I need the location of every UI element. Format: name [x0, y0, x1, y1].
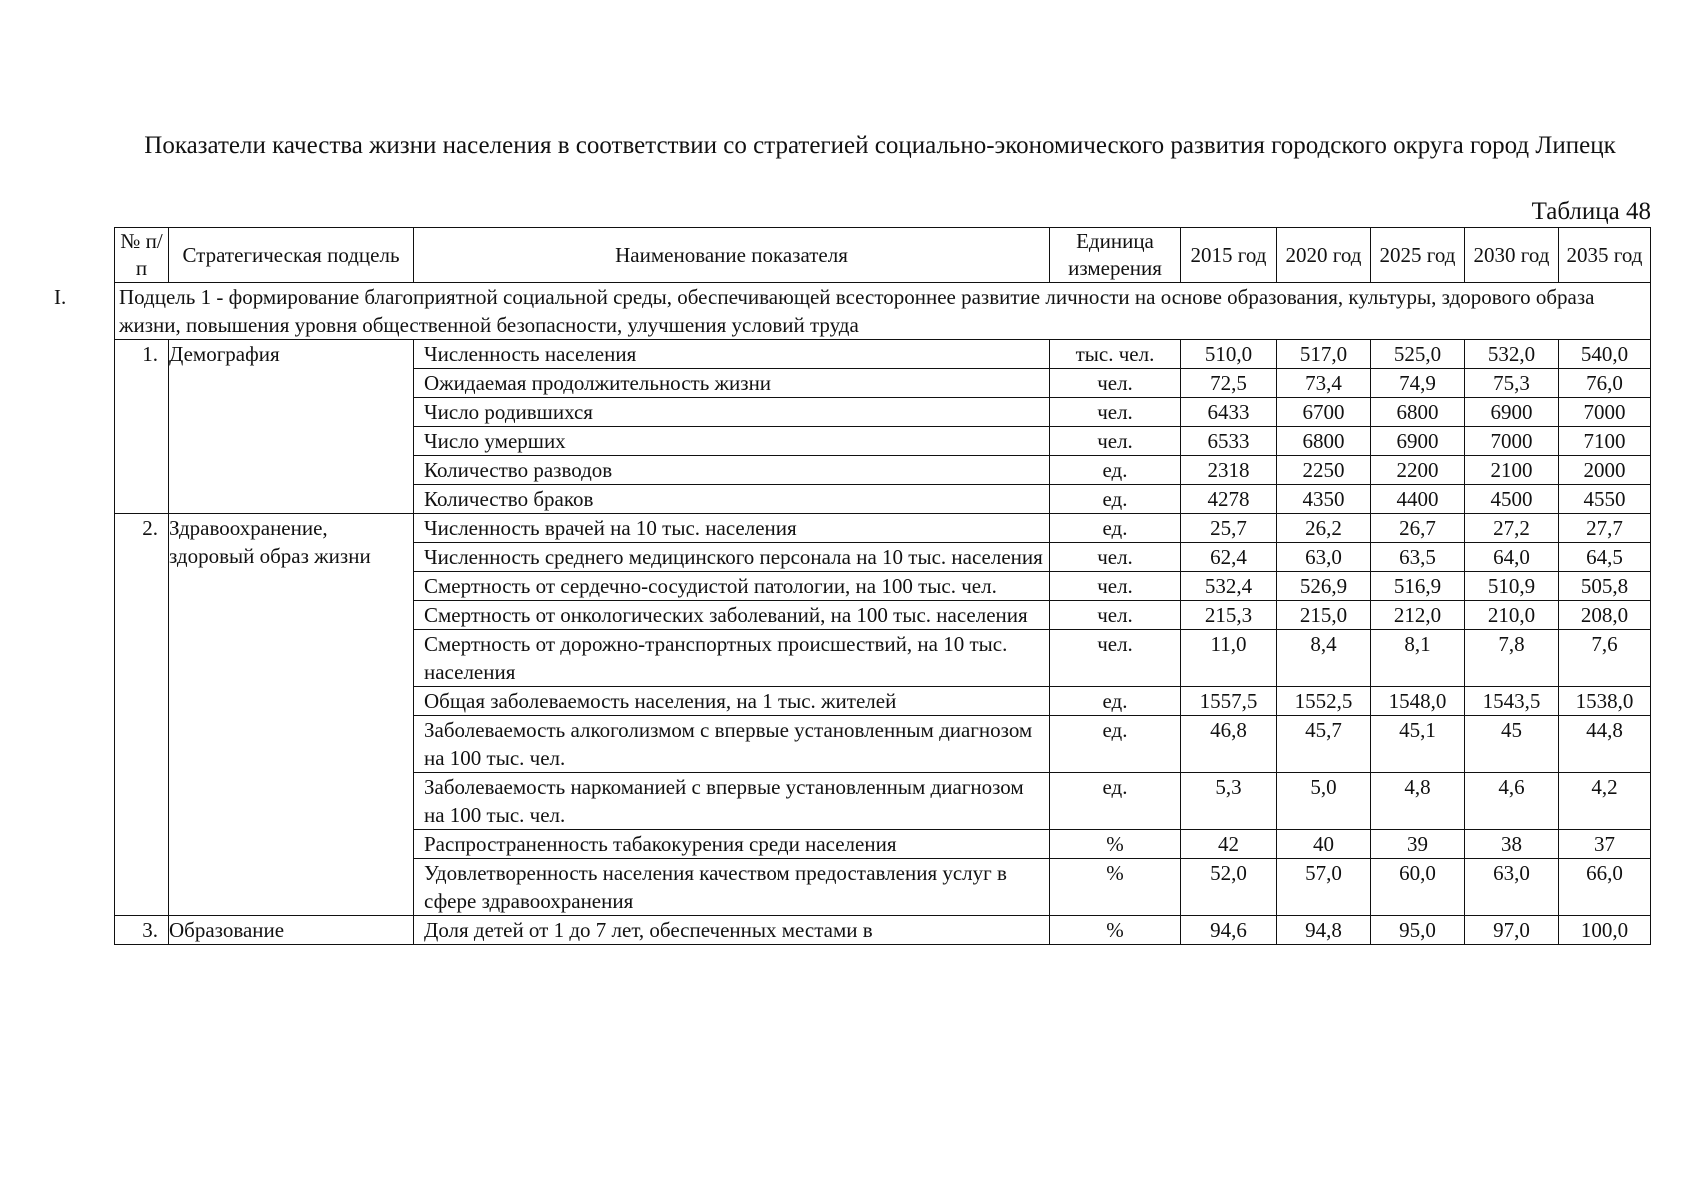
- indicator-name: Заболеваемость алкоголизмом с впервые установленным диагнозом на 100 тыс. чел.: [414, 716, 1050, 773]
- header-2035: 2035 год: [1559, 228, 1651, 283]
- value-2035: 4,2: [1559, 773, 1651, 830]
- group-title: Образование: [169, 916, 414, 945]
- value-2035: 1538,0: [1559, 687, 1651, 716]
- value-2020: 8,4: [1277, 630, 1371, 687]
- value-2030: 532,0: [1465, 340, 1559, 369]
- value-2015: 72,5: [1181, 369, 1277, 398]
- value-2015: 510,0: [1181, 340, 1277, 369]
- indicator-name: Число родившихся: [414, 398, 1050, 427]
- value-2035: 2000: [1559, 456, 1651, 485]
- group-title: Демография: [169, 340, 414, 514]
- value-2020: 6800: [1277, 427, 1371, 456]
- indicators-table: [54, 227, 1651, 945]
- value-2015: 6533: [1181, 427, 1277, 456]
- indicator-name: Количество разводов: [414, 456, 1050, 485]
- value-2030: 64,0: [1465, 543, 1559, 572]
- value-2035: 76,0: [1559, 369, 1651, 398]
- group-number: 1.: [115, 340, 169, 514]
- value-2020: 215,0: [1277, 601, 1371, 630]
- document-title: Показатели качества жизни населения в соответствии со стратегией социально-экономического развития городского округа город Липецк: [144, 132, 1616, 159]
- value-2025: 4,8: [1371, 773, 1465, 830]
- value-2020: 94,8: [1277, 916, 1371, 945]
- value-2035: 505,8: [1559, 572, 1651, 601]
- value-2015: 11,0: [1181, 630, 1277, 687]
- indicator-unit: ед.: [1050, 514, 1181, 543]
- value-2035: 66,0: [1559, 859, 1651, 916]
- header-2015: 2015 год: [1181, 228, 1277, 283]
- group-number: 3.: [115, 916, 169, 945]
- indicator-name: Удовлетворенность населения качеством предоставления услуг в сфере здравоохранения: [414, 859, 1050, 916]
- indicator-name: Численность среднего медицинского персонала на 10 тыс. населения: [414, 543, 1050, 572]
- subgoal-text: Подцель 1 - формирование благоприятной социальной среды, обеспечивающей всестороннее развитие личности на основе образования, культуры, здорового образа жизни, повышения уровня общественной безопасности, улучшения условий труда: [119, 285, 1595, 337]
- value-2020: 73,4: [1277, 369, 1371, 398]
- value-2025: 212,0: [1371, 601, 1465, 630]
- value-2030: 7000: [1465, 427, 1559, 456]
- indicator-unit: чел.: [1050, 398, 1181, 427]
- indicator-name: Количество браков: [414, 485, 1050, 514]
- indicator-unit: ед.: [1050, 687, 1181, 716]
- value-2015: 94,6: [1181, 916, 1277, 945]
- value-2020: 57,0: [1277, 859, 1371, 916]
- value-2025: 525,0: [1371, 340, 1465, 369]
- indicator-unit: %: [1050, 916, 1181, 945]
- table-row: [115, 916, 1651, 945]
- value-2035: 540,0: [1559, 340, 1651, 369]
- header-num: № п/п: [115, 228, 169, 283]
- value-2025: 26,7: [1371, 514, 1465, 543]
- value-2015: 25,7: [1181, 514, 1277, 543]
- value-2030: 6900: [1465, 398, 1559, 427]
- group-number: 2.: [115, 514, 169, 916]
- indicator-unit: чел.: [1050, 572, 1181, 601]
- indicator-name: Смертность от сердечно-сосудистой патологии, на 100 тыс. чел.: [414, 572, 1050, 601]
- value-2025: 60,0: [1371, 859, 1465, 916]
- indicator-unit: ед.: [1050, 773, 1181, 830]
- group-title: Здравоохранение, здоровый образ жизни: [169, 514, 414, 916]
- indicator-name: Заболеваемость наркоманией с впервые установленным диагнозом на 100 тыс. чел.: [414, 773, 1050, 830]
- value-2020: 63,0: [1277, 543, 1371, 572]
- value-2025: 95,0: [1371, 916, 1465, 945]
- subgoal-row: [115, 283, 1651, 340]
- indicator-name: Число умерших: [414, 427, 1050, 456]
- value-2025: 2200: [1371, 456, 1465, 485]
- table-row: [115, 340, 1651, 369]
- indicator-name: Смертность от дорожно-транспортных происшествий, на 10 тыс. населения: [414, 630, 1050, 687]
- value-2030: 97,0: [1465, 916, 1559, 945]
- value-2025: 63,5: [1371, 543, 1465, 572]
- value-2025: 6900: [1371, 427, 1465, 456]
- value-2030: 45: [1465, 716, 1559, 773]
- value-2020: 40: [1277, 830, 1371, 859]
- value-2030: 7,8: [1465, 630, 1559, 687]
- value-2020: 6700: [1277, 398, 1371, 427]
- value-2035: 37: [1559, 830, 1651, 859]
- indicator-unit: %: [1050, 859, 1181, 916]
- indicator-unit: %: [1050, 830, 1181, 859]
- header-name: Наименование показателя: [414, 228, 1050, 283]
- value-2015: 62,4: [1181, 543, 1277, 572]
- value-2015: 1557,5: [1181, 687, 1277, 716]
- value-2020: 2250: [1277, 456, 1371, 485]
- indicator-unit: чел.: [1050, 601, 1181, 630]
- header-2030: 2030 год: [1465, 228, 1559, 283]
- value-2015: 6433: [1181, 398, 1277, 427]
- value-2020: 4350: [1277, 485, 1371, 514]
- header-subgoal: Стратегическая подцель: [169, 228, 414, 283]
- value-2015: 5,3: [1181, 773, 1277, 830]
- value-2035: 4550: [1559, 485, 1651, 514]
- value-2020: 1552,5: [1277, 687, 1371, 716]
- value-2015: 42: [1181, 830, 1277, 859]
- value-2030: 27,2: [1465, 514, 1559, 543]
- header-2025: 2025 год: [1371, 228, 1465, 283]
- value-2035: 27,7: [1559, 514, 1651, 543]
- header-2020: 2020 год: [1277, 228, 1371, 283]
- value-2025: 74,9: [1371, 369, 1465, 398]
- indicator-name: Распространенность табакокурения среди населения: [414, 830, 1050, 859]
- value-2030: 2100: [1465, 456, 1559, 485]
- indicator-unit: ед.: [1050, 456, 1181, 485]
- value-2015: 4278: [1181, 485, 1277, 514]
- value-2020: 26,2: [1277, 514, 1371, 543]
- value-2020: 517,0: [1277, 340, 1371, 369]
- value-2025: 39: [1371, 830, 1465, 859]
- subgoal-roman: I.: [54, 285, 67, 309]
- value-2035: 208,0: [1559, 601, 1651, 630]
- value-2025: 6800: [1371, 398, 1465, 427]
- indicator-name: Численность населения: [414, 340, 1050, 369]
- table-number: Таблица 48: [1531, 198, 1651, 225]
- indicator-unit: чел.: [1050, 630, 1181, 687]
- indicator-name: Ожидаемая продолжительность жизни: [414, 369, 1050, 398]
- indicator-unit: ед.: [1050, 485, 1181, 514]
- subgoal-cell: [54, 283, 1651, 340]
- indicator-unit: чел.: [1050, 369, 1181, 398]
- value-2030: 75,3: [1465, 369, 1559, 398]
- value-2030: 4,6: [1465, 773, 1559, 830]
- value-2025: 1548,0: [1371, 687, 1465, 716]
- value-2025: 8,1: [1371, 630, 1465, 687]
- indicator-unit: тыс. чел.: [1050, 340, 1181, 369]
- value-2035: 44,8: [1559, 716, 1651, 773]
- indicator-unit: чел.: [1050, 427, 1181, 456]
- header-row: [115, 228, 1651, 283]
- value-2020: 45,7: [1277, 716, 1371, 773]
- indicator-name: Доля детей от 1 до 7 лет, обеспеченных местами в: [414, 916, 1050, 945]
- value-2015: 46,8: [1181, 716, 1277, 773]
- value-2030: 63,0: [1465, 859, 1559, 916]
- value-2015: 2318: [1181, 456, 1277, 485]
- value-2015: 532,4: [1181, 572, 1277, 601]
- value-2025: 45,1: [1371, 716, 1465, 773]
- indicator-name: Численность врачей на 10 тыс. населения: [414, 514, 1050, 543]
- value-2025: 4400: [1371, 485, 1465, 514]
- indicator-unit: ед.: [1050, 716, 1181, 773]
- indicator-name: Общая заболеваемость населения, на 1 тыс. жителей: [414, 687, 1050, 716]
- value-2035: 7,6: [1559, 630, 1651, 687]
- header-unit: Единица измерения: [1050, 228, 1181, 283]
- value-2035: 64,5: [1559, 543, 1651, 572]
- value-2035: 7000: [1559, 398, 1651, 427]
- indicator-unit: чел.: [1050, 543, 1181, 572]
- value-2030: 210,0: [1465, 601, 1559, 630]
- value-2020: 5,0: [1277, 773, 1371, 830]
- value-2030: 510,9: [1465, 572, 1559, 601]
- value-2030: 1543,5: [1465, 687, 1559, 716]
- table-row: [115, 514, 1651, 543]
- value-2025: 516,9: [1371, 572, 1465, 601]
- value-2035: 7100: [1559, 427, 1651, 456]
- indicator-name: Смертность от онкологических заболеваний, на 100 тыс. населения: [414, 601, 1050, 630]
- value-2020: 526,9: [1277, 572, 1371, 601]
- value-2030: 38: [1465, 830, 1559, 859]
- value-2015: 215,3: [1181, 601, 1277, 630]
- value-2030: 4500: [1465, 485, 1559, 514]
- value-2015: 52,0: [1181, 859, 1277, 916]
- value-2035: 100,0: [1559, 916, 1651, 945]
